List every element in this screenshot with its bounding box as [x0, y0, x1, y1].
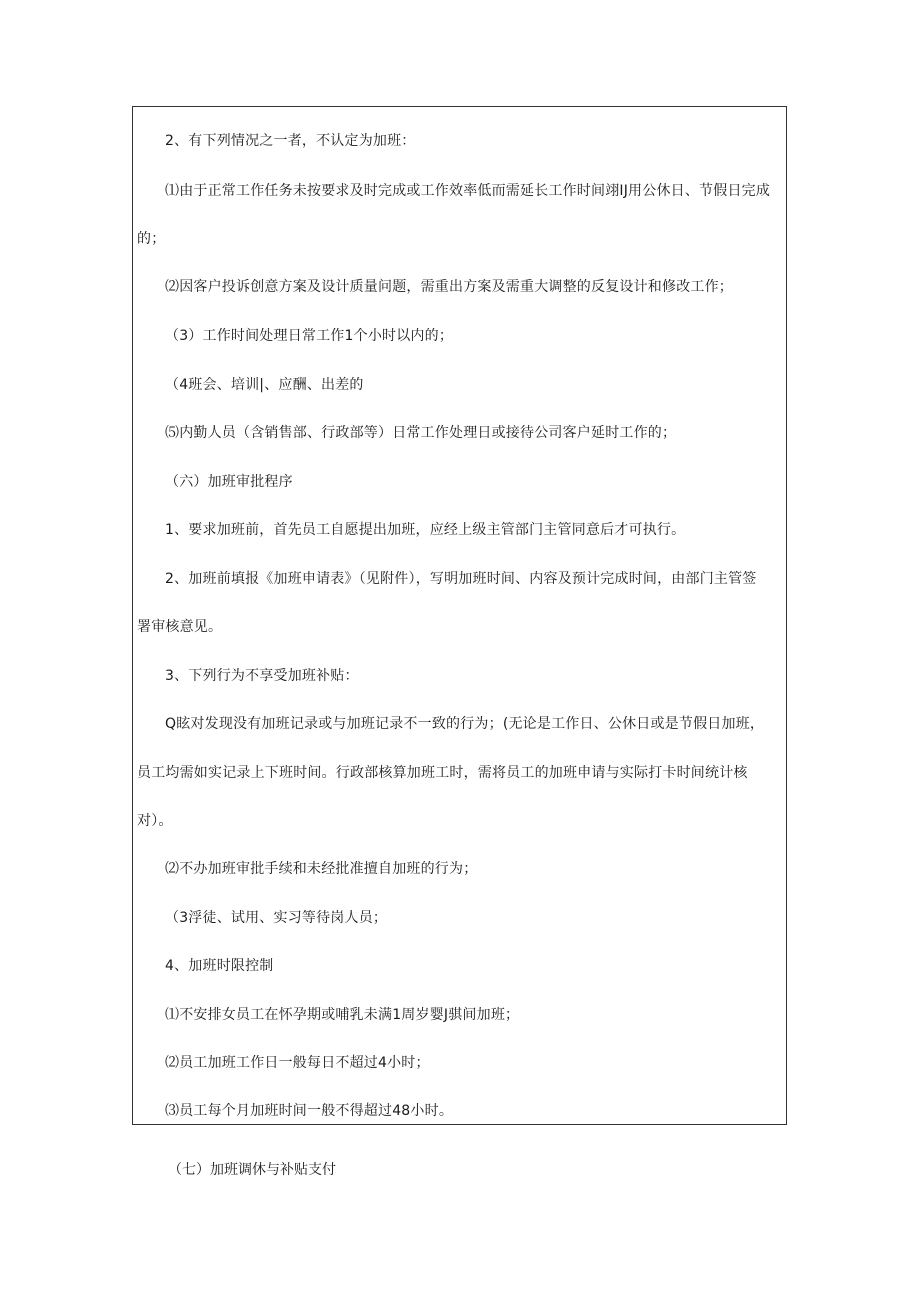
text-line-19: ⑴不安排女员工在怀孕期或哺乳未满1周岁婴J骐间加班；	[165, 1007, 520, 1023]
text-line-14: 员工均需如实记录上下班时间。行政部核算加班工时，需将员工的加班申请与实际打卡时间统计核	[137, 765, 748, 781]
text-line-18: 4、加班时限控制	[165, 958, 274, 974]
text-line-12: 3、下列行为不享受加班补贴：	[165, 668, 359, 684]
section-heading-7: （七）加班调休与补贴支付	[168, 1162, 336, 1178]
text-line-21: ⑶员工每个月加班时间一般不得超过48小时。	[165, 1103, 454, 1119]
text-line-15: 对）。	[137, 813, 173, 829]
text-line-7: ⑸内勤人员（含销售部、行政部等）日常工作处理日或接待公司客户延时工作的；	[165, 425, 677, 441]
text-line-2: ⑴由于正常工作任务未按要求及时完成或工作效率低而需延长工作时间翊IJ用公休日、节假日完成	[165, 183, 771, 199]
text-line-20: ⑵员工加班工作日一般每日不超过4小时；	[165, 1055, 430, 1071]
text-line-5: （3）工作时间处理日常工作1个小时以内的；	[165, 328, 454, 344]
text-line-6: （4班会、培训|、应酬、出差的	[165, 377, 364, 393]
text-line-17: （3浮徒、试用、实习等待岗人员；	[165, 910, 388, 926]
text-line-10: 2、加班前填报《加班申请表》（见附件），写明加班时间、内容及预计完成时间，由部门主管签	[165, 571, 757, 587]
section-heading-6: （六）加班审批程序	[165, 474, 293, 490]
text-line-13: Q眩对发现没有加班记录或与加班记录不一致的行为；(无论是工作日、公休日或是节假日加班，	[165, 716, 765, 732]
text-line-3: 的；	[137, 231, 166, 247]
text-line-4: ⑵因客户投诉创意方案及设计质量问题，需重出方案及需重大调整的反复设计和修改工作；	[165, 279, 733, 295]
text-line-16: ⑵不办加班审批手续和未经批准擅自加班的行为；	[165, 861, 478, 877]
text-line-11: 署审核意见。	[137, 619, 223, 635]
text-line-1: 2、有下列情况之一者，不认定为加班：	[165, 133, 416, 149]
text-line-9: 1、要求加班前，首先员工自愿提出加班，应经上级主管部门主管同意后才可执行。	[165, 522, 686, 538]
